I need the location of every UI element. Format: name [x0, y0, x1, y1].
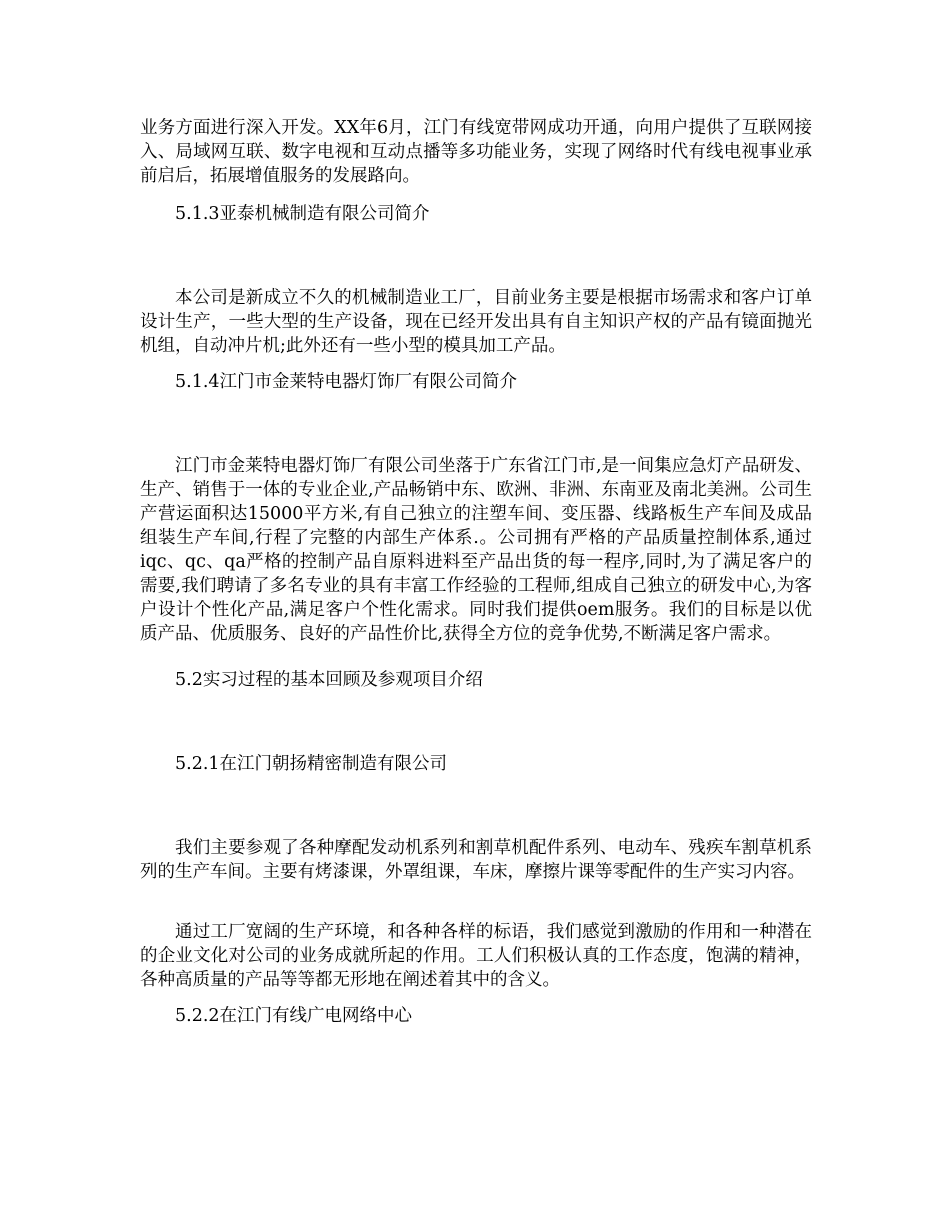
paragraph-intro-continuation: 业务方面进行深入开发。XX年6月，江门有线宽带网成功开通，向用户提供了互联网接入、局域网互联、数字电视和互动点播等多功能业务，实现了网络时代有线电视事业承前启后，拓展增值服务的发展路向。 [140, 118, 812, 186]
section-heading-5-1-4: 5.1.4江门市金莱特电器灯饰厂有限公司简介 [175, 372, 518, 392]
paragraph-5-2-1-b: 通过工厂宽阔的生产环境，和各种各样的标语，我们感觉到激励的作用和一种潜在的企业文化对公司的业务成就所起的作用。工人们积极认真的工作态度，饱满的精神，各种高质量的产品等等都无形地在阐述着其中的含义。 [140, 922, 812, 990]
paragraph-5-1-4: 江门市金莱特电器灯饰厂有限公司坐落于广东省江门市,是一间集应急灯产品研发、生产、销售于一体的专业企业,产品畅销中东、欧洲、非洲、东南亚及南北美洲。公司生产营运面积达15000平方米,有自己独立的注塑车间、变压器、线路板生产车间及成品组装生产车间,行程了完整的内部生产体系.。公司拥有严格的产品质量控制体系,通过iqc、qc、qa严格的控制产品自原料进料至产品出货的每一程序,同时,为了满足客户的需要,我们聘请了多名专业的具有丰富工作经验的工程师,组成自己独立的研发中心,为客户设计个性化产品,满足客户个性化需求。同时我们提供oem服务。我们的目标是以优质产品、优质服务、良好的产品性价比,获得全方位的竞争优势,不断满足客户需求。 [140, 456, 812, 644]
paragraph-5-2-1-a: 我们主要参观了各种摩配发动机系列和割草机配件系列、电动车、残疾车割草机系列的生产车间。主要有烤漆课，外罩组课，车床，摩擦片课等零配件的生产实习内容。 [140, 838, 812, 882]
section-heading-5-2-2: 5.2.2在江门有线广电网络中心 [175, 1006, 413, 1026]
section-heading-5-2-1: 5.2.1在江门朝扬精密制造有限公司 [175, 754, 448, 774]
paragraph-5-1-3: 本公司是新成立不久的机械制造业工厂，目前业务主要是根据市场需求和客户订单设计生产，一些大型的生产设备，现在已经开发出具有自主知识产权的产品有镜面抛光机组，自动冲片机;此外还有一些小型的模具加工产品。 [140, 288, 812, 356]
section-heading-5-2: 5.2实习过程的基本回顾及参观项目介绍 [175, 670, 483, 690]
section-heading-5-1-3: 5.1.3亚泰机械制造有限公司简介 [175, 204, 430, 224]
